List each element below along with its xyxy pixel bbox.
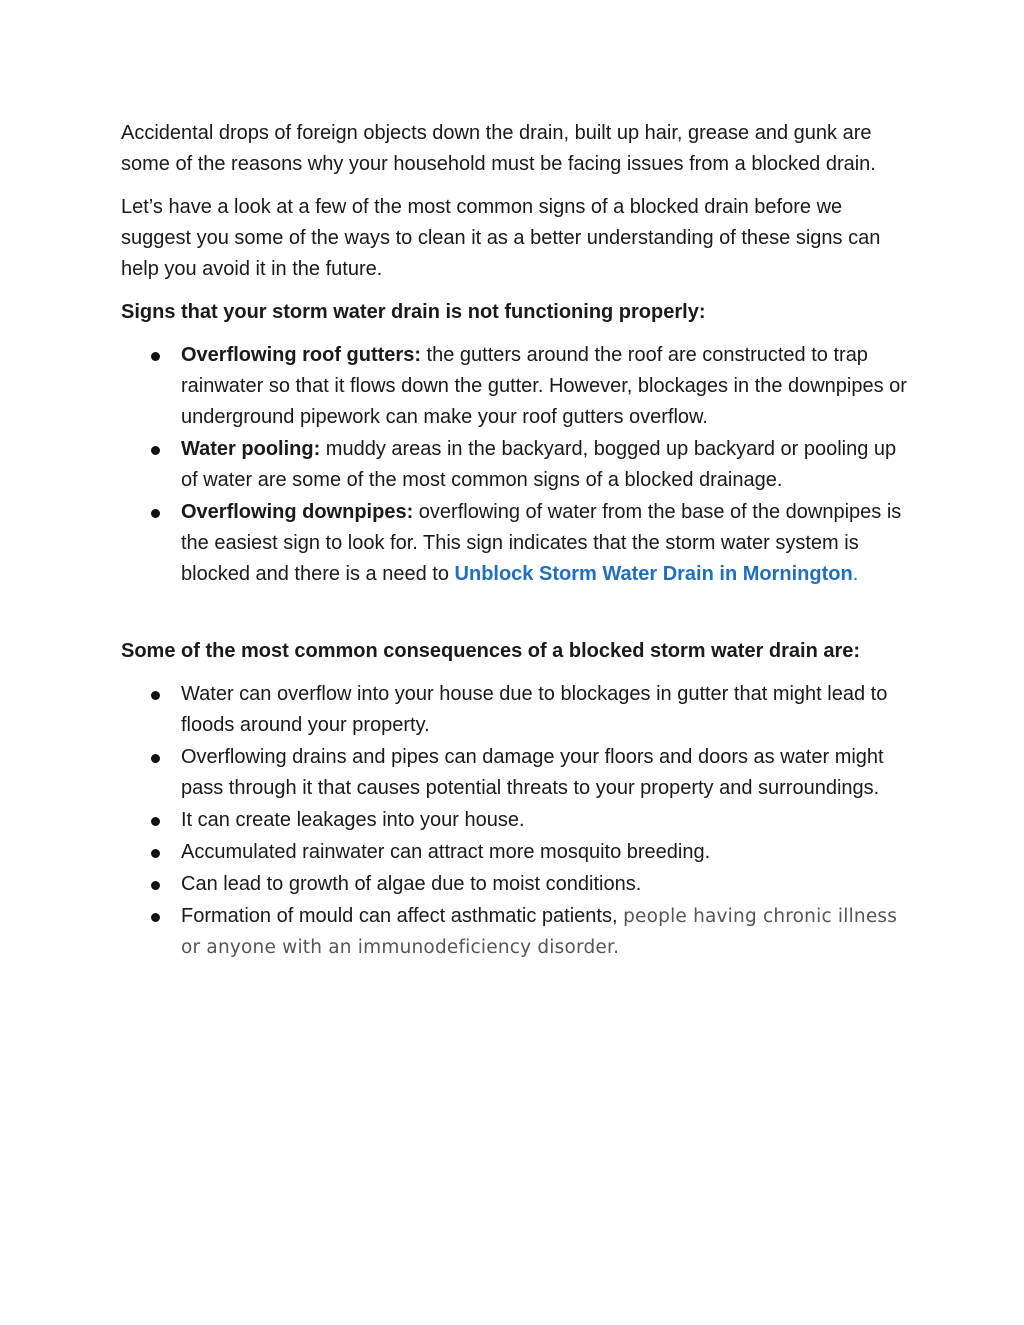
- list-item: [121, 434, 911, 496]
- sign-text: the gutters around the roof are constructed to trap rainwater so that it flows down the gutter. However, blockages in the downpipes or underground pipework can make your roof gutters overflow.: [181, 344, 907, 428]
- intro-paragraph-1: Accidental drops of foreign objects down the drain, built up hair, grease and gunk are some of the reasons why your household must be facing issues from a blocked drain.: [121, 122, 876, 175]
- consequence-text: Accumulated rainwater can attract more mosquito breeding.: [181, 841, 711, 863]
- bullet-icon: [151, 817, 160, 826]
- sign-term: Overflowing downpipes:: [181, 501, 414, 523]
- document-page: [121, 118, 911, 964]
- list-item: [121, 901, 911, 963]
- list-item: [121, 869, 911, 900]
- bullet-icon: [151, 754, 160, 763]
- sign-term: Overflowing roof gutters:: [181, 344, 421, 366]
- consequence-text: Water can overflow into your house due to blockages in gutter that might lead to floods around your property.: [181, 683, 888, 736]
- bullet-icon: [151, 446, 160, 455]
- list-item: [121, 742, 911, 804]
- consequence-text: It can create leakages into your house.: [181, 809, 525, 831]
- consequence-text: Can lead to growth of algae due to moist conditions.: [181, 873, 642, 895]
- consequences-list: [121, 679, 911, 963]
- list-item: [121, 497, 911, 590]
- consequence-text: Overflowing drains and pipes can damage your floors and doors as water might pass through it that causes potential threats to your property and surroundings.: [181, 746, 884, 799]
- bullet-icon: [151, 352, 160, 361]
- intro-paragraph-2: Let’s have a look at a few of the most common signs of a blocked drain before we suggest you some of the ways to clean it as a better understanding of these signs can help you avoid it in the future.: [121, 196, 881, 280]
- consequence-text-tail: people having chronic illness or anyone with an immunodeficiency disorder.: [181, 906, 898, 958]
- consequence-text: Formation of mould can affect asthmatic patients,: [181, 905, 624, 927]
- bullet-icon: [151, 849, 160, 858]
- bullet-icon: [151, 913, 160, 922]
- list-item: [121, 340, 911, 433]
- consequences-heading: Some of the most common consequences of a blocked storm water drain are:: [121, 640, 861, 662]
- signs-list: [121, 340, 911, 590]
- bullet-icon: [151, 881, 160, 890]
- list-item: [121, 805, 911, 836]
- bullet-icon: [151, 509, 160, 518]
- sign-text: overflowing of water from the base of the downpipes is the easiest sign to look for. This sign indicates that the storm water system is blocked and there is a need to: [181, 501, 902, 585]
- sign-text: muddy areas in the backyard, bogged up backyard or pooling up of water are some of the most common signs of a blocked drainage.: [181, 438, 897, 491]
- list-item: [121, 679, 911, 741]
- list-item: [121, 837, 911, 868]
- sign-term: Water pooling:: [181, 438, 321, 460]
- unblock-storm-water-drain-link[interactable]: Unblock Storm Water Drain in Mornington: [454, 563, 853, 585]
- signs-heading: Signs that your storm water drain is not functioning properly:: [121, 301, 706, 323]
- bullet-icon: [151, 691, 160, 700]
- link-period: .: [852, 563, 859, 585]
